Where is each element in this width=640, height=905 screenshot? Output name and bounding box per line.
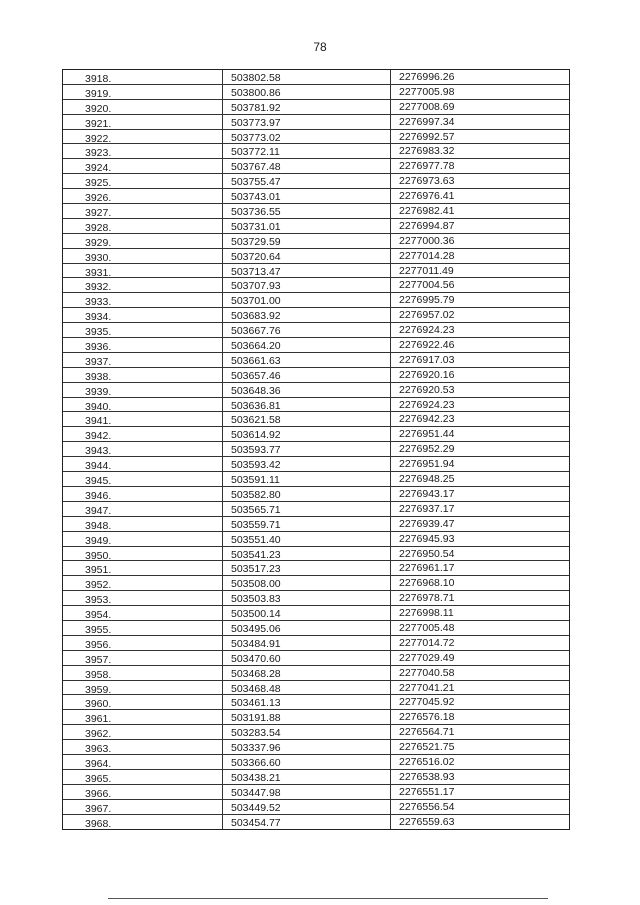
point-number-cell: 3960. xyxy=(63,695,223,709)
point-number-cell: 3957. xyxy=(63,651,223,665)
y-coordinate-cell: 2277000.36 xyxy=(399,234,455,247)
point-number-cell: 3958. xyxy=(63,666,223,680)
x-coordinate-cell: 503593.77 xyxy=(223,442,391,456)
x-coordinate-cell: 503582.80 xyxy=(223,487,391,501)
y-coordinate-cell: 2276920.53 xyxy=(399,383,455,396)
table-row xyxy=(63,174,569,189)
x-coordinate-cell: 503636.81 xyxy=(223,398,391,412)
x-coordinate-cell: 503713.47 xyxy=(223,264,391,278)
table-row xyxy=(63,800,569,815)
table-row xyxy=(63,308,569,323)
y-coordinate-cell: 2276996.26 xyxy=(399,71,455,83)
table-row xyxy=(63,547,569,562)
table-row xyxy=(63,204,569,219)
x-coordinate-cell: 503701.00 xyxy=(223,293,391,307)
table-row xyxy=(63,472,569,487)
table-row xyxy=(63,681,569,696)
table-row xyxy=(63,249,569,264)
point-number-cell: 3937. xyxy=(63,353,223,367)
x-coordinate-cell: 503755.47 xyxy=(223,174,391,188)
y-coordinate-cell: 2276943.17 xyxy=(399,487,455,500)
table-row xyxy=(63,100,569,115)
x-coordinate-cell: 503517.23 xyxy=(223,561,391,575)
point-number-cell: 3959. xyxy=(63,681,223,695)
x-coordinate-cell: 503591.11 xyxy=(223,472,391,486)
point-number-cell: 3946. xyxy=(63,487,223,501)
table-row xyxy=(63,651,569,666)
x-coordinate-cell: 503781.92 xyxy=(223,100,391,114)
coordinate-table xyxy=(62,69,570,830)
table-row xyxy=(63,457,569,472)
y-coordinate-cell: 2276951.44 xyxy=(399,428,455,441)
point-number-cell: 3968. xyxy=(63,815,223,830)
point-number-cell: 3931. xyxy=(63,264,223,278)
point-number-cell: 3954. xyxy=(63,606,223,620)
table-row xyxy=(63,219,569,234)
table-row xyxy=(63,368,569,383)
y-coordinate-cell: 2276917.03 xyxy=(399,353,455,366)
x-coordinate-cell: 503667.76 xyxy=(223,323,391,337)
table-row xyxy=(63,487,569,502)
y-coordinate-cell: 2276551.17 xyxy=(399,785,455,798)
table-row xyxy=(63,636,569,651)
point-number-cell: 3923. xyxy=(63,144,223,158)
y-coordinate-cell: 2277014.28 xyxy=(399,249,455,262)
point-number-cell: 3920. xyxy=(63,100,223,114)
table-row xyxy=(63,695,569,710)
y-coordinate-cell: 2276973.63 xyxy=(399,175,455,188)
x-coordinate-cell: 503503.83 xyxy=(223,591,391,605)
table-row xyxy=(63,591,569,606)
point-number-cell: 3952. xyxy=(63,576,223,590)
table-row xyxy=(63,517,569,532)
y-coordinate-cell: 2276559.63 xyxy=(399,815,455,828)
x-coordinate-cell: 503683.92 xyxy=(223,308,391,322)
table-row xyxy=(63,115,569,130)
x-coordinate-cell: 503508.00 xyxy=(223,576,391,590)
point-number-cell: 3953. xyxy=(63,591,223,605)
table-row xyxy=(63,130,569,145)
y-coordinate-cell: 2276564.71 xyxy=(399,726,455,739)
point-number-cell: 3964. xyxy=(63,755,223,769)
point-number-cell: 3927. xyxy=(63,204,223,218)
x-coordinate-cell: 503736.55 xyxy=(223,204,391,218)
point-number-cell: 3932. xyxy=(63,278,223,292)
x-coordinate-cell: 503438.21 xyxy=(223,770,391,784)
x-coordinate-cell: 503551.40 xyxy=(223,532,391,546)
y-coordinate-cell: 2277008.69 xyxy=(399,100,455,113)
point-number-cell: 3942. xyxy=(63,427,223,441)
table-row xyxy=(63,666,569,681)
point-number-cell: 3935. xyxy=(63,323,223,337)
table-row xyxy=(63,234,569,249)
x-coordinate-cell: 503454.77 xyxy=(223,815,391,830)
y-coordinate-cell: 2276945.93 xyxy=(399,532,455,545)
table-row xyxy=(63,532,569,547)
table-row xyxy=(63,189,569,204)
point-number-cell: 3966. xyxy=(63,785,223,799)
point-number-cell: 3924. xyxy=(63,159,223,173)
y-coordinate-cell: 2276556.54 xyxy=(399,800,455,813)
table-row xyxy=(63,85,569,100)
x-coordinate-cell: 503621.58 xyxy=(223,412,391,426)
y-coordinate-cell: 2276948.25 xyxy=(399,473,455,486)
x-coordinate-cell: 503800.86 xyxy=(223,85,391,99)
x-coordinate-cell: 503565.71 xyxy=(223,502,391,516)
y-coordinate-cell: 2276538.93 xyxy=(399,770,455,783)
point-number-cell: 3947. xyxy=(63,502,223,516)
x-coordinate-cell: 503593.42 xyxy=(223,457,391,471)
y-coordinate-cell: 2277041.21 xyxy=(399,681,455,694)
x-coordinate-cell: 503707.93 xyxy=(223,278,391,292)
y-coordinate-cell: 2276995.79 xyxy=(399,294,455,307)
point-number-cell: 3965. xyxy=(63,770,223,784)
y-coordinate-cell: 2276961.17 xyxy=(399,562,455,575)
x-coordinate-cell: 503720.64 xyxy=(223,249,391,263)
point-number-cell: 3962. xyxy=(63,725,223,739)
table-row xyxy=(63,710,569,725)
y-coordinate-cell: 2276982.41 xyxy=(399,205,455,218)
y-coordinate-cell: 2277004.56 xyxy=(399,279,455,292)
x-coordinate-cell: 503495.06 xyxy=(223,621,391,635)
point-number-cell: 3929. xyxy=(63,234,223,248)
x-coordinate-cell: 503559.71 xyxy=(223,517,391,531)
y-coordinate-cell: 2276937.17 xyxy=(399,502,455,515)
y-coordinate-cell: 2276924.23 xyxy=(399,398,455,411)
x-coordinate-cell: 503447.98 xyxy=(223,785,391,799)
table-row xyxy=(63,621,569,636)
y-coordinate-cell: 2276950.54 xyxy=(399,547,455,560)
y-coordinate-cell: 2276998.11 xyxy=(399,607,454,620)
x-coordinate-cell: 503743.01 xyxy=(223,189,391,203)
y-coordinate-cell: 2276976.41 xyxy=(399,190,455,203)
y-coordinate-cell: 2277005.98 xyxy=(399,85,455,98)
point-number-cell: 3918. xyxy=(63,70,223,84)
y-coordinate-cell: 2276920.16 xyxy=(399,368,455,381)
x-coordinate-cell: 503661.63 xyxy=(223,353,391,367)
point-number-cell: 3940. xyxy=(63,398,223,412)
table-row xyxy=(63,264,569,279)
x-coordinate-cell: 503773.97 xyxy=(223,115,391,129)
y-coordinate-cell: 2276942.23 xyxy=(399,413,455,426)
y-coordinate-cell: 2277045.92 xyxy=(399,696,455,709)
y-coordinate-cell: 2276952.29 xyxy=(399,443,455,456)
y-coordinate-cell: 2277014.72 xyxy=(399,636,455,649)
point-number-cell: 3933. xyxy=(63,293,223,307)
point-number-cell: 3925. xyxy=(63,174,223,188)
table-row xyxy=(63,353,569,368)
x-coordinate-cell: 503283.54 xyxy=(223,725,391,739)
x-coordinate-cell: 503449.52 xyxy=(223,800,391,814)
point-number-cell: 3961. xyxy=(63,710,223,724)
table-row xyxy=(63,159,569,174)
x-coordinate-cell: 503337.96 xyxy=(223,740,391,754)
x-coordinate-cell: 503648.36 xyxy=(223,383,391,397)
x-coordinate-cell: 503500.14 xyxy=(223,606,391,620)
y-coordinate-cell: 2276576.18 xyxy=(399,711,455,724)
x-coordinate-cell: 503802.58 xyxy=(223,70,391,84)
y-coordinate-cell: 2276994.87 xyxy=(399,219,455,232)
table-row xyxy=(63,398,569,413)
y-coordinate-cell: 2276922.46 xyxy=(399,339,455,352)
table-row xyxy=(63,606,569,621)
x-coordinate-cell: 503468.28 xyxy=(223,666,391,680)
table-row xyxy=(63,70,569,85)
page-number: 78 xyxy=(313,40,327,54)
point-number-cell: 3945. xyxy=(63,472,223,486)
x-coordinate-cell: 503729.59 xyxy=(223,234,391,248)
table-row xyxy=(63,561,569,576)
table-row xyxy=(63,427,569,442)
x-coordinate-cell: 503664.20 xyxy=(223,338,391,352)
table-row xyxy=(63,785,569,800)
y-coordinate-cell: 2277029.49 xyxy=(399,651,455,664)
point-number-cell: 3944. xyxy=(63,457,223,471)
y-coordinate-cell: 2277011.49 xyxy=(399,264,454,277)
table-row xyxy=(63,815,569,830)
point-number-cell: 3921. xyxy=(63,115,223,129)
y-coordinate-cell: 2276924.23 xyxy=(399,324,455,337)
table-row xyxy=(63,442,569,457)
table-row xyxy=(63,502,569,517)
y-coordinate-cell: 2276951.94 xyxy=(399,458,455,471)
point-number-cell: 3926. xyxy=(63,189,223,203)
y-coordinate-cell: 2276516.02 xyxy=(399,755,455,768)
x-coordinate-cell: 503191.88 xyxy=(223,710,391,724)
table-row xyxy=(63,144,569,159)
point-number-cell: 3919. xyxy=(63,85,223,99)
point-number-cell: 3936. xyxy=(63,338,223,352)
point-number-cell: 3955. xyxy=(63,621,223,635)
y-coordinate-cell: 2276521.75 xyxy=(399,741,455,754)
point-number-cell: 3967. xyxy=(63,800,223,814)
point-number-cell: 3948. xyxy=(63,517,223,531)
y-coordinate-cell: 2276968.10 xyxy=(399,577,455,590)
point-number-cell: 3922. xyxy=(63,130,223,144)
x-coordinate-cell: 503772.11 xyxy=(223,144,391,158)
x-coordinate-cell: 503468.48 xyxy=(223,681,391,695)
x-coordinate-cell: 503461.13 xyxy=(223,695,391,709)
table-row xyxy=(63,278,569,293)
y-coordinate-cell: 2276997.34 xyxy=(399,115,455,128)
x-coordinate-cell: 503484.91 xyxy=(223,636,391,650)
y-coordinate-cell: 2277005.48 xyxy=(399,621,455,634)
y-coordinate-cell: 2276983.32 xyxy=(399,145,455,158)
point-number-cell: 3934. xyxy=(63,308,223,322)
footer-rule xyxy=(108,898,548,899)
y-coordinate-cell: 2276992.57 xyxy=(399,130,455,143)
table-row xyxy=(63,338,569,353)
point-number-cell: 3956. xyxy=(63,636,223,650)
point-number-cell: 3930. xyxy=(63,249,223,263)
table-row xyxy=(63,323,569,338)
x-coordinate-cell: 503731.01 xyxy=(223,219,391,233)
point-number-cell: 3950. xyxy=(63,547,223,561)
y-coordinate-cell: 2276957.02 xyxy=(399,309,455,322)
point-number-cell: 3939. xyxy=(63,383,223,397)
table-row xyxy=(63,293,569,308)
x-coordinate-cell: 503773.02 xyxy=(223,130,391,144)
x-coordinate-cell: 503657.46 xyxy=(223,368,391,382)
x-coordinate-cell: 503366.60 xyxy=(223,755,391,769)
point-number-cell: 3963. xyxy=(63,740,223,754)
y-coordinate-cell: 2276978.71 xyxy=(399,592,455,605)
table-row xyxy=(63,383,569,398)
point-number-cell: 3928. xyxy=(63,219,223,233)
point-number-cell: 3943. xyxy=(63,442,223,456)
x-coordinate-cell: 503541.23 xyxy=(223,547,391,561)
table-row xyxy=(63,770,569,785)
x-coordinate-cell: 503470.60 xyxy=(223,651,391,665)
point-number-cell: 3938. xyxy=(63,368,223,382)
x-coordinate-cell: 503767.48 xyxy=(223,159,391,173)
point-number-cell: 3941. xyxy=(63,412,223,426)
y-coordinate-cell: 2277040.58 xyxy=(399,666,455,679)
point-number-cell: 3949. xyxy=(63,532,223,546)
table-row xyxy=(63,725,569,740)
point-number-cell: 3951. xyxy=(63,561,223,575)
table-row xyxy=(63,740,569,755)
y-coordinate-cell: 2276977.78 xyxy=(399,160,455,173)
table-row xyxy=(63,412,569,427)
x-coordinate-cell: 503614.92 xyxy=(223,427,391,441)
table-row xyxy=(63,576,569,591)
table-row xyxy=(63,755,569,770)
y-coordinate-cell: 2276939.47 xyxy=(399,517,455,530)
